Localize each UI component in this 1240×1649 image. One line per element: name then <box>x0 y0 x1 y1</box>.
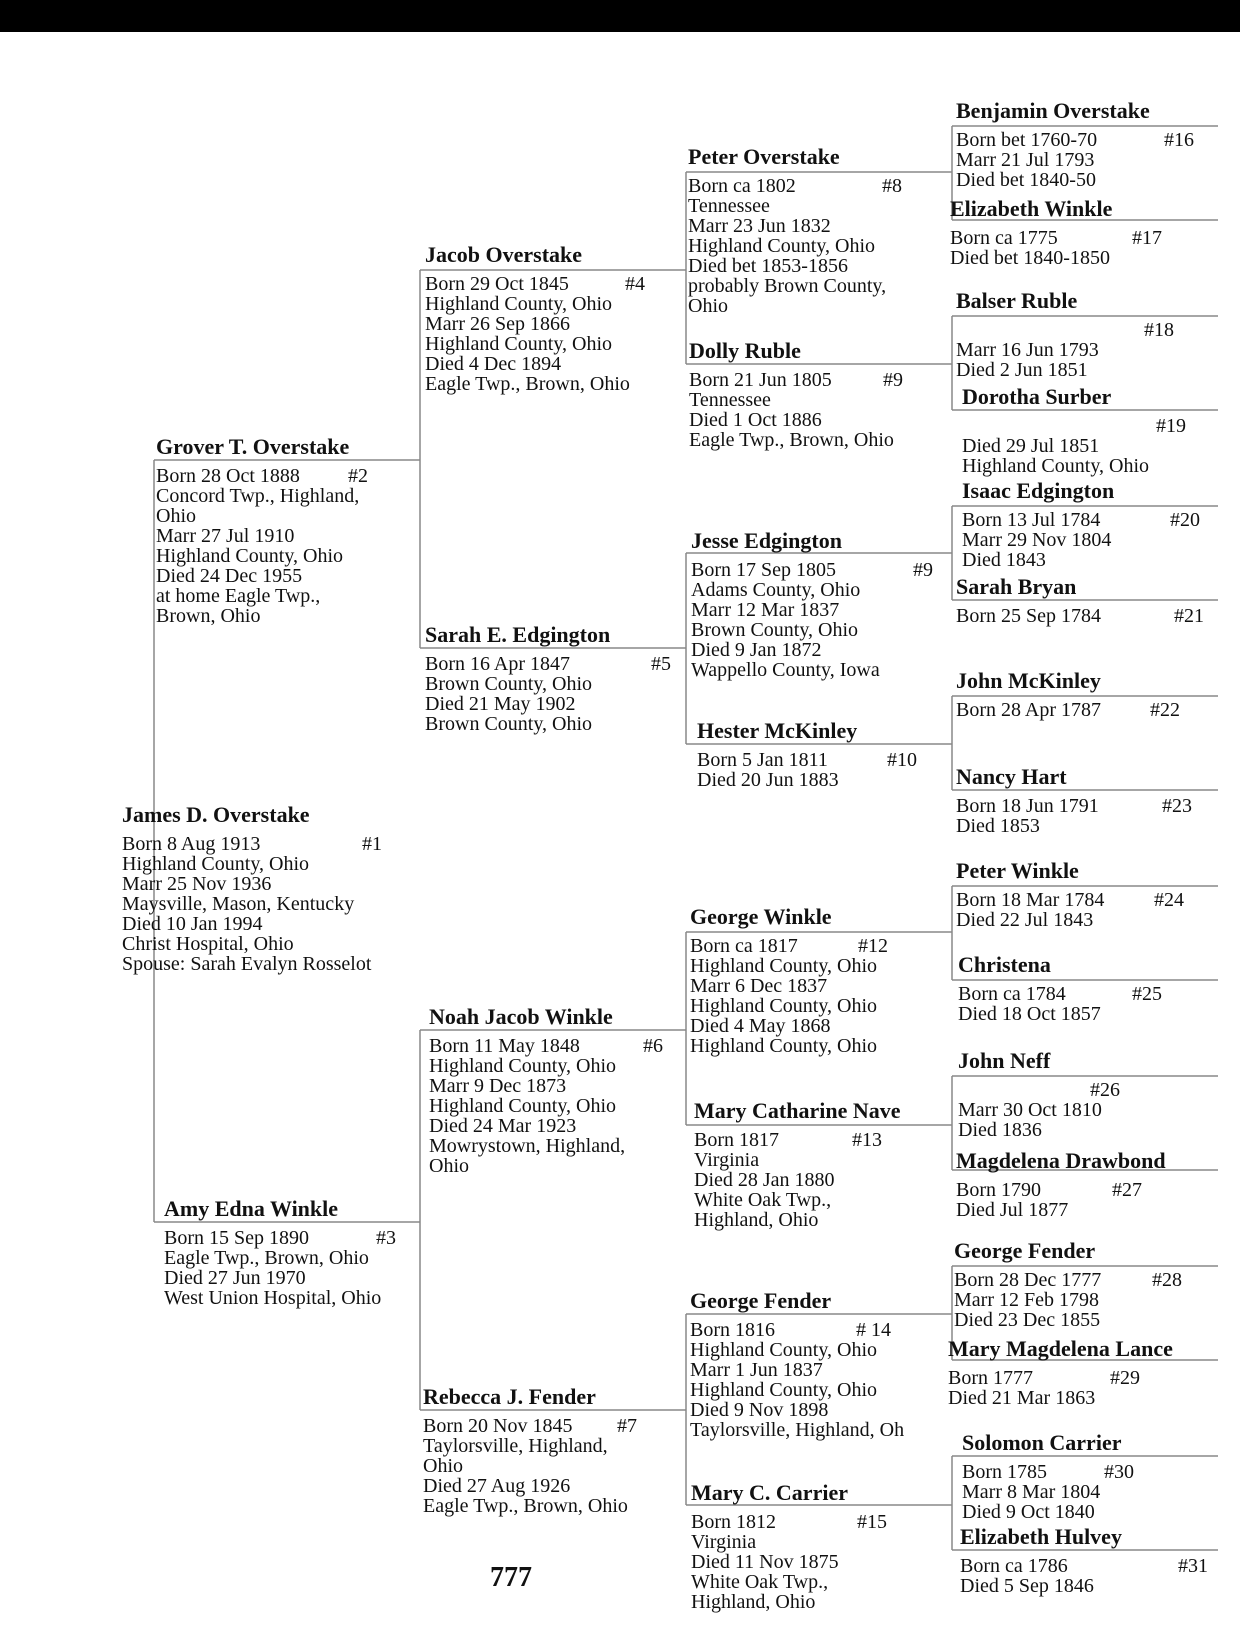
person-line: Died 10 Jan 1994 <box>122 913 263 935</box>
person-line: Born bet 1760-70 <box>956 129 1098 151</box>
person-line: Mowrystown, Highland, <box>429 1135 626 1157</box>
person-17 <box>950 196 1162 269</box>
person-line: Born 29 Oct 1845 <box>425 273 569 295</box>
person-number: #18 <box>1144 319 1174 341</box>
person-line: Born 1816 <box>690 1319 775 1341</box>
person-line: White Oak Twp., <box>691 1571 829 1593</box>
person-line: Tennessee <box>689 389 771 411</box>
person-line: Marr 1 Jun 1837 <box>690 1359 823 1381</box>
person-18 <box>956 288 1174 381</box>
person-line: Marr 6 Dec 1837 <box>690 975 828 997</box>
person-line: Eagle Twp., Brown, Ohio <box>164 1247 369 1269</box>
person-line: Died 1843 <box>962 549 1046 571</box>
person-line: Ohio <box>156 505 196 527</box>
person-line: Born 1790 <box>956 1179 1041 1201</box>
person-line: Adams County, Ohio <box>691 579 861 601</box>
person-line: Brown, Ohio <box>156 605 261 627</box>
page-number: 777 <box>490 1562 532 1593</box>
person-line: Highland County, Ohio <box>690 1379 878 1401</box>
person-number: #8 <box>882 175 902 197</box>
person-name: Balser Ruble <box>956 288 1078 313</box>
person-7 <box>423 1384 637 1517</box>
person-line: Died 18 Oct 1857 <box>958 1003 1101 1025</box>
person-number: #4 <box>625 273 645 295</box>
person-number: #21 <box>1174 605 1204 627</box>
person-name: Dolly Ruble <box>689 338 801 363</box>
person-line: Born 8 Aug 1913 <box>122 833 261 855</box>
person-22 <box>956 668 1180 721</box>
person-name: Noah Jacob Winkle <box>429 1004 613 1029</box>
person-line: Highland, Ohio <box>694 1209 819 1231</box>
person-6 <box>429 1004 663 1177</box>
person-line: Highland County, Ohio <box>425 293 613 315</box>
person-line: Died 1836 <box>958 1119 1042 1141</box>
person-27 <box>956 1148 1166 1220</box>
person-line: Taylorsville, Highland, <box>423 1435 608 1457</box>
person-name: George Winkle <box>690 904 832 929</box>
person-line: Died 11 Nov 1875 <box>691 1551 839 1573</box>
person-line: Died 9 Nov 1898 <box>690 1399 829 1421</box>
person-19 <box>962 384 1186 477</box>
person-line: Born ca 1784 <box>958 983 1066 1005</box>
person-line: Died 21 May 1902 <box>425 693 576 715</box>
person-name: Peter Overstake <box>688 144 840 169</box>
person-line: Ohio <box>423 1455 463 1477</box>
person-2 <box>156 434 368 627</box>
person-number: #1 <box>362 833 382 855</box>
person-line: Died 9 Jan 1872 <box>691 639 822 661</box>
person-line: Marr 30 Oct 1810 <box>958 1099 1102 1121</box>
person-name: Dorotha Surber <box>962 384 1112 409</box>
person-9b <box>691 528 933 681</box>
person-line: Born 1777 <box>948 1367 1033 1389</box>
person-number: #2 <box>348 465 368 487</box>
person-number: #30 <box>1104 1461 1134 1483</box>
person-28 <box>954 1238 1182 1331</box>
person-20 <box>962 478 1200 571</box>
person-number: #12 <box>858 935 888 957</box>
person-line: Highland County, Ohio <box>690 1035 878 1057</box>
person-name: Jacob Overstake <box>425 242 583 267</box>
person-line: Died 23 Dec 1855 <box>954 1309 1101 1331</box>
person-line: Died 27 Jun 1970 <box>164 1267 306 1289</box>
person-line: Highland, Ohio <box>691 1591 816 1613</box>
person-9 <box>689 338 903 451</box>
person-line: Born 20 Nov 1845 <box>423 1415 573 1437</box>
person-line <box>958 1080 1102 1100</box>
person-number: #15 <box>857 1511 887 1533</box>
person-name: Grover T. Overstake <box>156 434 350 459</box>
person-name: George Fender <box>690 1288 832 1313</box>
person-line: Eagle Twp., Brown, Ohio <box>423 1495 628 1517</box>
person-line: Born 15 Sep 1890 <box>164 1227 309 1249</box>
person-line: Born ca 1802 <box>688 175 796 197</box>
person-line: at home Eagle Twp., <box>156 585 321 607</box>
person-line: West Union Hospital, Ohio <box>164 1287 382 1309</box>
person-number: #9 <box>883 369 903 391</box>
person-line: probably Brown County, <box>688 275 887 297</box>
person-line: Died 21 Mar 1863 <box>948 1387 1096 1409</box>
person-line: Died 20 Jun 1883 <box>697 769 839 791</box>
person-name: Elizabeth Hulvey <box>960 1524 1122 1549</box>
person-number: #25 <box>1132 983 1162 1005</box>
person-line: Died Jul 1877 <box>956 1199 1069 1221</box>
person-26 <box>958 1048 1120 1141</box>
person-name: Sarah E. Edgington <box>425 622 611 647</box>
person-line: Born 25 Sep 1784 <box>956 605 1101 627</box>
person-line: Marr 27 Jul 1910 <box>156 525 295 547</box>
person-number: #6 <box>643 1035 663 1057</box>
person-name: John McKinley <box>956 668 1101 693</box>
person-line: Highland County, Ohio <box>690 995 878 1017</box>
person-line: Tennessee <box>688 195 770 217</box>
person-line: Wappello County, Iowa <box>691 659 880 681</box>
person-3 <box>164 1196 396 1309</box>
person-14 <box>690 1288 904 1440</box>
person-line: Marr 16 Jun 1793 <box>956 339 1099 361</box>
person-line: Virginia <box>691 1531 757 1553</box>
person-line: Died bet 1840-50 <box>956 169 1096 191</box>
person-line: Highland County, Ohio <box>425 333 613 355</box>
person-line: Highland County, Ohio <box>690 1339 878 1361</box>
person-line: Died 4 May 1868 <box>690 1015 831 1037</box>
person-number: #10 <box>887 749 917 771</box>
person-1 <box>122 802 382 975</box>
person-31 <box>960 1524 1208 1597</box>
person-line: Virginia <box>694 1149 760 1171</box>
person-line: Highland County, Ohio <box>429 1095 617 1117</box>
person-line: Born 11 May 1848 <box>429 1035 580 1057</box>
person-13 <box>694 1098 901 1230</box>
person-number: #27 <box>1112 1179 1142 1201</box>
person-line: Highland County, Ohio <box>429 1055 617 1077</box>
person-line: Ohio <box>688 295 728 317</box>
person-line: Born ca 1786 <box>960 1555 1068 1577</box>
person-number: #29 <box>1110 1367 1140 1389</box>
person-line: Marr 29 Nov 1804 <box>962 529 1112 551</box>
person-name: James D. Overstake <box>122 802 310 827</box>
person-line: Died 4 Dec 1894 <box>425 353 562 375</box>
person-line: Died bet 1853-1856 <box>688 255 848 277</box>
person-name: Amy Edna Winkle <box>164 1196 339 1221</box>
person-30 <box>962 1430 1134 1523</box>
person-name: Nancy Hart <box>956 764 1067 789</box>
person-line: Born 1785 <box>962 1461 1047 1483</box>
person-number: #3 <box>376 1227 396 1249</box>
person-line <box>956 320 1099 340</box>
person-number: #7 <box>617 1415 637 1437</box>
person-line: Born 28 Oct 1888 <box>156 465 300 487</box>
person-name: Mary Magdelena Lance <box>948 1336 1173 1361</box>
person-12 <box>690 904 888 1057</box>
person-number: #17 <box>1132 227 1162 249</box>
person-line: Born ca 1775 <box>950 227 1058 249</box>
person-line: Died 24 Mar 1923 <box>429 1115 577 1137</box>
person-line: Brown County, Ohio <box>425 673 593 695</box>
person-8 <box>688 144 902 317</box>
person-line: Born 1812 <box>691 1511 776 1533</box>
person-line: Marr 12 Feb 1798 <box>954 1289 1099 1311</box>
person-line: Born 28 Dec 1777 <box>954 1269 1102 1291</box>
person-line: Ohio <box>429 1155 469 1177</box>
person-15 <box>691 1480 887 1613</box>
person-name: Rebecca J. Fender <box>423 1384 596 1409</box>
person-line: Died 9 Oct 1840 <box>962 1501 1095 1523</box>
person-line: Brown County, Ohio <box>691 619 859 641</box>
person-number: #28 <box>1152 1269 1182 1291</box>
person-line: Died bet 1840-1850 <box>950 247 1110 269</box>
person-line: Died 24 Dec 1955 <box>156 565 303 587</box>
person-name: Jesse Edgington <box>691 528 842 553</box>
person-name: Hester McKinley <box>697 718 858 743</box>
person-line: Died 1 Oct 1886 <box>689 409 822 431</box>
person-line: Born 18 Mar 1784 <box>956 889 1105 911</box>
person-number: #23 <box>1162 795 1192 817</box>
person-line: Marr 25 Nov 1936 <box>122 873 272 895</box>
person-number: # 14 <box>856 1319 891 1341</box>
person-number: #9 <box>913 559 933 581</box>
person-line: Born 1817 <box>694 1129 779 1151</box>
person-line: Christ Hospital, Ohio <box>122 933 294 955</box>
person-25 <box>958 952 1162 1025</box>
person-number: #31 <box>1178 1555 1208 1577</box>
person-line: Died 1853 <box>956 815 1040 837</box>
person-line: Born 28 Apr 1787 <box>956 699 1101 721</box>
person-line: Died 28 Jan 1880 <box>694 1169 835 1191</box>
person-number: #20 <box>1170 509 1200 531</box>
person-line: Died 29 Jul 1851 <box>962 435 1100 457</box>
person-line: Born 18 Jun 1791 <box>956 795 1099 817</box>
person-name: John Neff <box>958 1048 1051 1073</box>
person-line: Died 2 Jun 1851 <box>956 359 1088 381</box>
person-5 <box>425 622 671 735</box>
person-number: #19 <box>1156 415 1186 437</box>
person-line: Marr 26 Sep 1866 <box>425 313 570 335</box>
person-line: Highland County, Ohio <box>122 853 310 875</box>
person-4 <box>425 242 645 395</box>
person-number: #16 <box>1164 129 1194 151</box>
person-line: Marr 9 Dec 1873 <box>429 1075 567 1097</box>
person-10 <box>697 718 917 791</box>
person-line: Spouse: Sarah Evalyn Rosselot <box>122 953 372 975</box>
person-line: Born 16 Apr 1847 <box>425 653 570 675</box>
person-24 <box>956 858 1184 931</box>
person-16 <box>956 98 1194 191</box>
person-line: Died 5 Sep 1846 <box>960 1575 1094 1597</box>
person-name: Sarah Bryan <box>956 574 1077 599</box>
person-name: Isaac Edgington <box>962 478 1115 503</box>
person-line: Died 22 Jul 1843 <box>956 909 1094 931</box>
person-line: Born ca 1817 <box>690 935 798 957</box>
person-line: Eagle Twp., Brown, Ohio <box>425 373 630 395</box>
person-line: Born 17 Sep 1805 <box>691 559 836 581</box>
person-line: Marr 23 Jun 1832 <box>688 215 831 237</box>
person-line: Born 5 Jan 1811 <box>697 749 828 771</box>
person-number: #26 <box>1090 1079 1120 1101</box>
person-line: White Oak Twp., <box>694 1189 832 1211</box>
person-line: Born 13 Jul 1784 <box>962 509 1101 531</box>
person-line: Highland County, Ohio <box>156 545 344 567</box>
person-number: #24 <box>1154 889 1184 911</box>
person-line: Brown County, Ohio <box>425 713 593 735</box>
person-line: Eagle Twp., Brown, Ohio <box>689 429 894 451</box>
person-line: Marr 12 Mar 1837 <box>691 599 840 621</box>
person-name: Magdelena Drawbond <box>956 1148 1166 1173</box>
person-line: Maysville, Mason, Kentucky <box>122 893 355 915</box>
person-name: Benjamin Overstake <box>956 98 1150 123</box>
person-21 <box>956 574 1204 627</box>
person-name: George Fender <box>954 1238 1096 1263</box>
person-line: Highland County, Ohio <box>962 455 1150 477</box>
person-line: Highland County, Ohio <box>688 235 876 257</box>
person-line: Marr 21 Jul 1793 <box>956 149 1095 171</box>
person-name: Mary C. Carrier <box>691 1480 848 1505</box>
person-line: Taylorsville, Highland, Oh <box>690 1419 905 1441</box>
person-29 <box>948 1336 1173 1408</box>
person-23 <box>956 764 1192 837</box>
person-name: Mary Catharine Nave <box>694 1098 901 1123</box>
person-number: #22 <box>1150 699 1180 721</box>
person-line <box>962 416 1149 436</box>
person-name: Elizabeth Winkle <box>950 196 1113 221</box>
person-line: Born 21 Jun 1805 <box>689 369 832 391</box>
person-number: #5 <box>651 653 671 675</box>
person-number: #13 <box>852 1129 882 1151</box>
person-line: Died 27 Aug 1926 <box>423 1475 571 1497</box>
person-line: Concord Twp., Highland, <box>156 485 360 507</box>
person-line: Highland County, Ohio <box>690 955 878 977</box>
person-line: Marr 8 Mar 1804 <box>962 1481 1101 1503</box>
person-name: Solomon Carrier <box>962 1430 1122 1455</box>
person-name: Christena <box>958 952 1051 977</box>
person-name: Peter Winkle <box>956 858 1079 883</box>
